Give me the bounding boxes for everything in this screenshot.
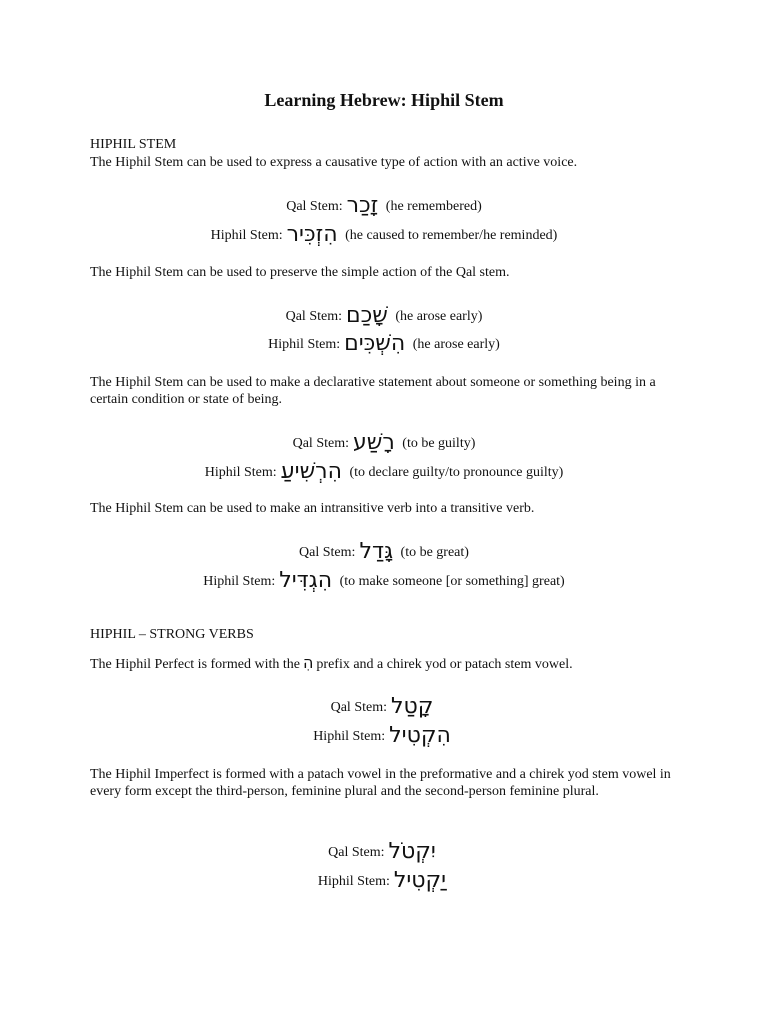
qal-label: Qal Stem:	[286, 199, 343, 214]
qal-gloss: (to be great)	[400, 545, 469, 560]
hiphil-label: Hiphil Stem:	[204, 465, 277, 480]
hiphil-hebrew-word: יַקְטִיל	[393, 868, 447, 893]
perfect-text-before: The Hiphil Perfect is formed with the	[90, 657, 300, 672]
example-4-hiphil	[0, 568, 768, 593]
paragraph-transitive: The Hiphil Stem can be used to make an intransitive verb into a transitive verb.	[90, 501, 535, 516]
qal-hebrew-word: גָּדַל	[359, 539, 394, 564]
paragraph-perfect	[90, 654, 680, 673]
qal-gloss: (he arose early)	[395, 309, 483, 324]
hiphil-label: Hiphil Stem:	[268, 337, 341, 352]
hiphil-hebrew-word: הִגְדִּיל	[279, 568, 333, 593]
perfect-text-after: prefix and a chirek yod or patach stem vowel.	[316, 657, 573, 672]
example-2-hiphil	[0, 331, 768, 356]
hiphil-gloss: (he caused to remember/he reminded)	[345, 228, 558, 243]
paragraph-declarative: The Hiphil Stem can be used to make a declarative statement about someone or something being in a certain condition or state of being.	[90, 375, 656, 407]
hiphil-hebrew-word: הִזְכִּיר	[286, 222, 338, 247]
hiphil-label: Hiphil Stem:	[317, 874, 390, 889]
example-1-hiphil	[0, 222, 768, 247]
hiphil-gloss: (to declare guilty/to pronounce guilty)	[349, 465, 564, 480]
qal-label: Qal Stem:	[299, 545, 356, 560]
example-5-hiphil	[0, 723, 768, 748]
qal-hebrew-word: זָכַר	[346, 193, 379, 218]
hiphil-label: Hiphil Stem:	[210, 228, 283, 243]
example-3-hiphil	[0, 459, 768, 484]
qal-gloss: (he remembered)	[385, 199, 482, 214]
qal-label: Qal Stem:	[328, 845, 385, 860]
qal-hebrew-word: רָשַׁע	[353, 430, 395, 455]
qal-gloss: (to be guilty)	[402, 436, 476, 451]
hiphil-hebrew-word: הִרְשִׁיעַ	[280, 459, 342, 484]
qal-hebrew-word: יִקְטֹל	[388, 839, 436, 864]
example-6-qal	[0, 839, 768, 864]
qal-label: Qal Stem:	[285, 309, 342, 324]
hiphil-label: Hiphil Stem:	[203, 574, 276, 589]
hiphil-gloss: (to make someone [or something] great)	[339, 574, 565, 589]
hiphil-gloss: (he arose early)	[412, 337, 500, 352]
qal-label: Qal Stem:	[292, 436, 349, 451]
intro-paragraph: The Hiphil Stem can be used to express a causative type of action with an active voice.	[90, 155, 578, 170]
paragraph-preserve-action: The Hiphil Stem can be used to preserve the simple action of the Qal stem.	[90, 265, 510, 280]
page-title: Learning Hebrew: Hiphil Stem	[264, 90, 504, 110]
qal-label: Qal Stem:	[330, 700, 387, 715]
example-3-qal	[0, 430, 768, 455]
example-1-qal	[0, 193, 768, 218]
paragraph-imperfect: The Hiphil Imperfect is formed with a patach vowel in the preformative and a chirek yod stem vowel in every form except the third-person, feminine plural and the second-person feminine plural.	[90, 767, 671, 799]
example-2-qal	[0, 303, 768, 328]
example-6-hiphil	[0, 868, 768, 893]
hiphil-hebrew-word: הִקְטִיל	[389, 723, 451, 748]
qal-hebrew-word: שָׁכַם	[346, 303, 388, 328]
qal-hebrew-word: קָטַל	[391, 694, 434, 719]
section-heading-strong-verbs: HIPHIL – STRONG VERBS	[90, 627, 254, 642]
section-heading-hiphil-stem: HIPHIL STEM	[90, 137, 177, 152]
hiphil-hebrew-word: הִשְׁכִּים	[344, 331, 406, 356]
perfect-prefix-hebrew: הִ	[302, 653, 314, 672]
hiphil-label: Hiphil Stem:	[313, 729, 386, 744]
example-4-qal	[0, 539, 768, 564]
example-5-qal	[0, 694, 768, 719]
